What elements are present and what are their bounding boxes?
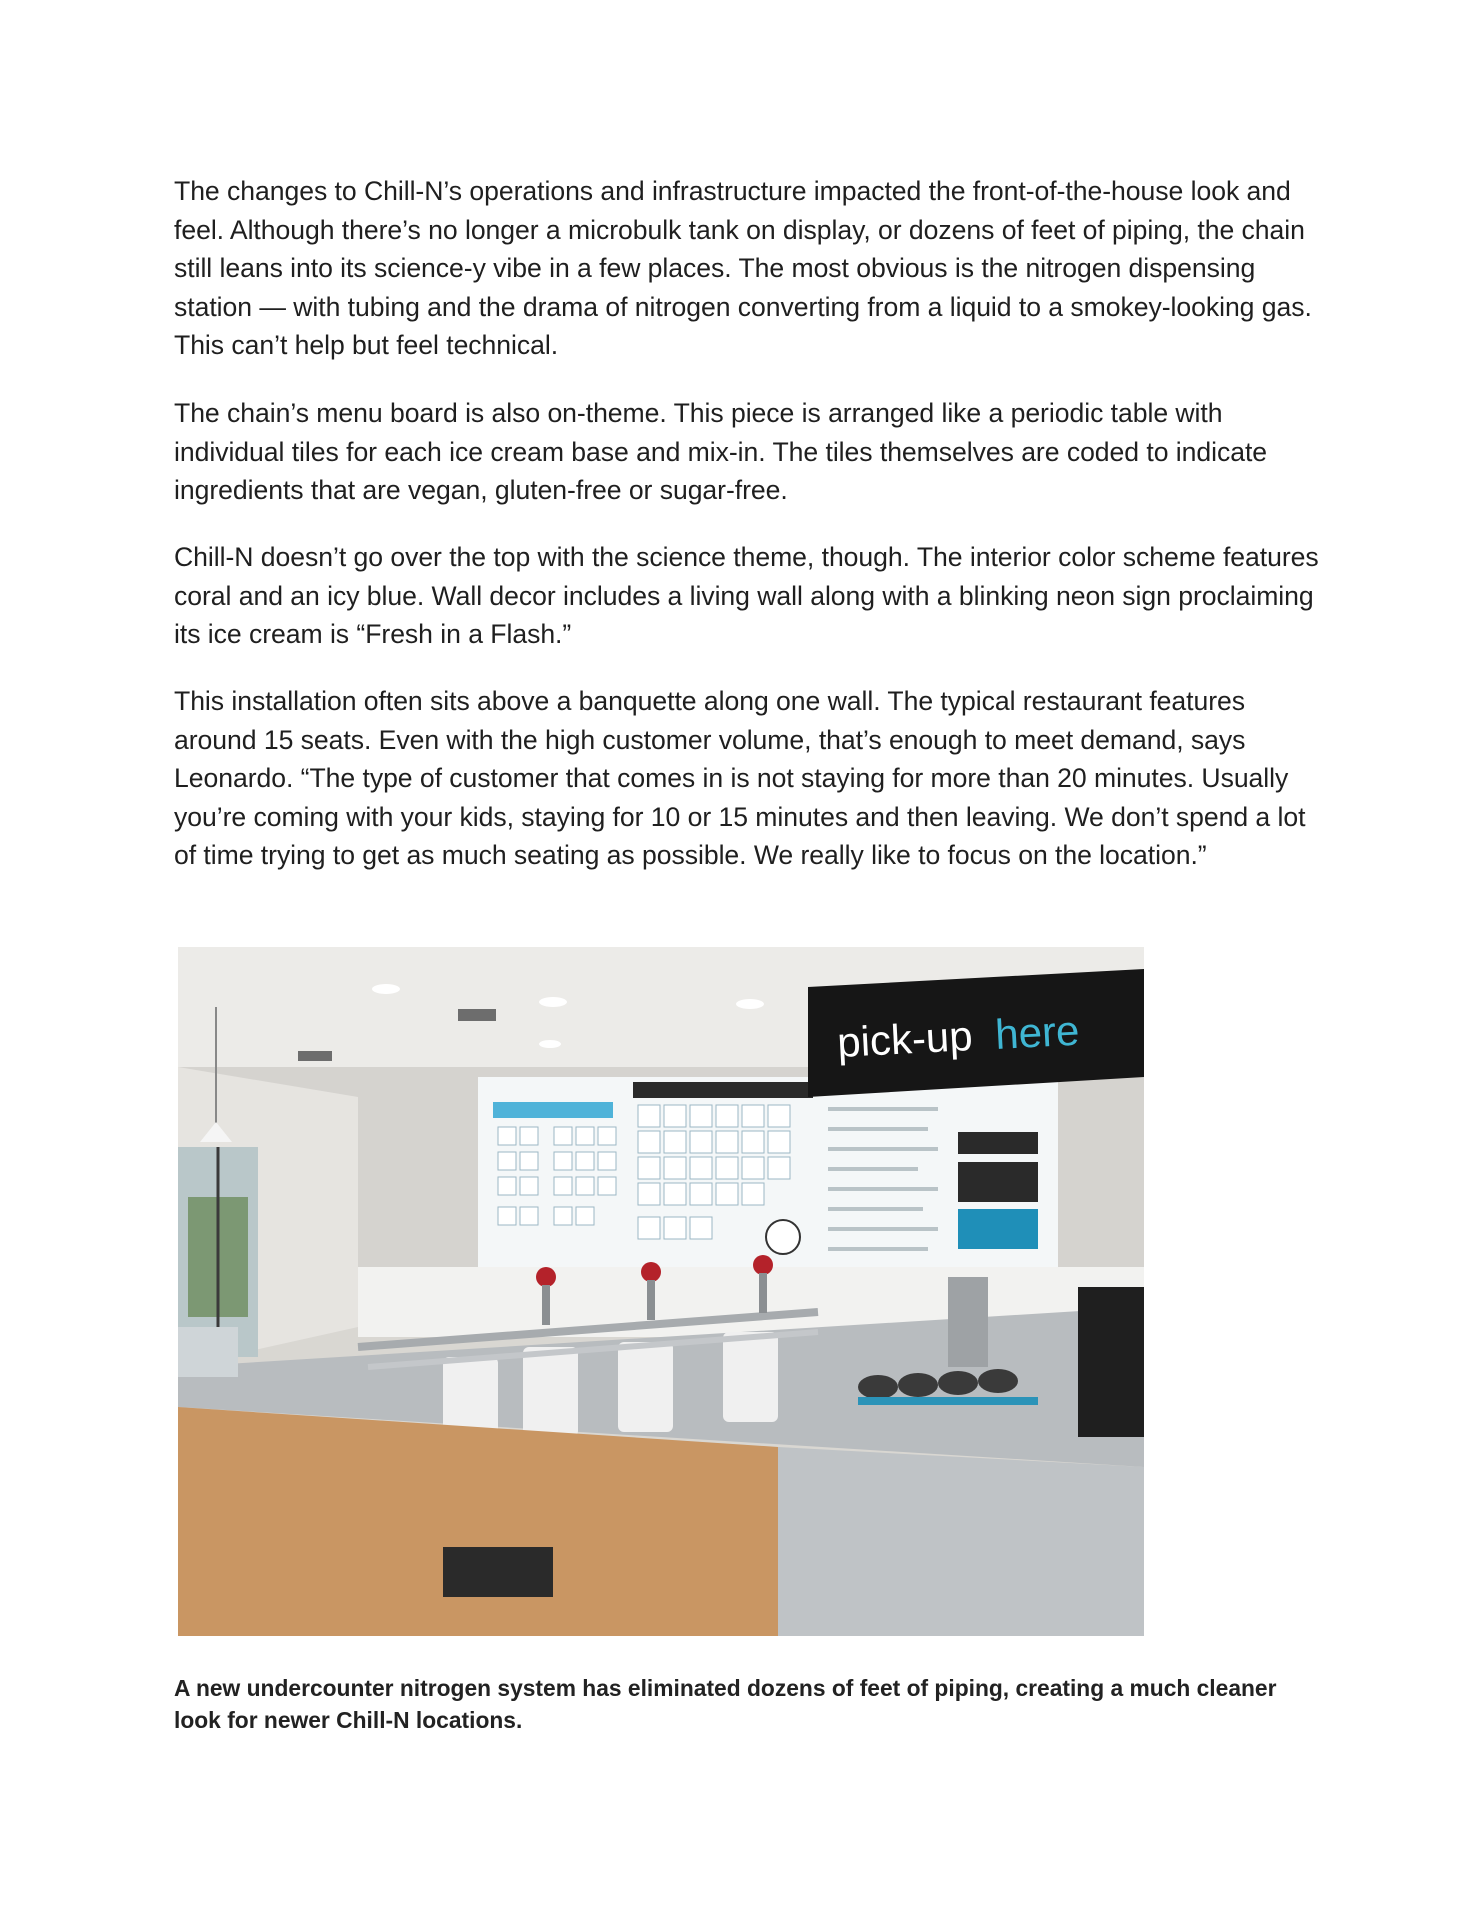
paragraph-1: The changes to Chill-N’s operations and infrastructure impacted the front-of-the-house look and feel. Although there’s no longer a microbulk tank on display, or dozens of feet of piping, the chain still leans into its science-y vibe in a few places. The most obvious is the nitrogen dispensing station — with tubing and the drama of nitrogen converting from a liquid to a smokey-looking gas. This can’t help but feel technical. <box>174 176 1312 360</box>
menu-panel <box>958 1209 1038 1249</box>
menu-header <box>633 1082 813 1098</box>
menu-header <box>493 1102 613 1118</box>
milkshake-mixer <box>948 1277 988 1367</box>
steel-counter <box>778 1447 1144 1636</box>
menu-logo-badge <box>766 1220 800 1254</box>
paragraph-2: The chain’s menu board is also on-theme. This piece is arranged like a periodic table with individual tiles for each ice cream base and mix-in. The tiles themselves are coded to indicate ingredients that are vegan, gluten-free or sugar-free. <box>174 398 1268 505</box>
air-vent <box>298 1051 332 1061</box>
paragraph-3: Chill-N doesn’t go over the top with the science theme, though. The interior color scheme features coral and an icy blue. Wall decor includes a living wall along with a blinking neon sign proclaiming its ice cream is “Fresh in a Flash.” <box>174 542 1319 649</box>
menu-panel <box>958 1162 1038 1202</box>
store-counter-photo <box>178 947 1144 1636</box>
ceiling-light <box>736 999 764 1009</box>
ceiling-light <box>539 1040 561 1048</box>
sign-word-here: here <box>994 1006 1081 1058</box>
paragraph-4: This installation often sits above a banquette along one wall. The typical restaurant features around 15 seats. Even with the high customer volume, that’s enough to meet demand, says Leonardo. “The type of customer that comes in is not staying for more than 20 minutes. Usually you’re coming with your kids, staying for 10 or 15 minutes and then leaving. We don’t spend a lot of time trying to get as much seating as possible. We really like to focus on the location.” <box>174 686 1306 870</box>
photo-caption: A new undercounter nitrogen system has eliminated dozens of feet of piping, creating a much cleaner look for newer Chill-N locations. <box>174 1675 1277 1733</box>
ceiling-light <box>539 997 567 1007</box>
bowl-rack <box>858 1397 1038 1405</box>
dispenser-machine <box>1078 1287 1144 1437</box>
air-vent <box>458 1009 496 1021</box>
menu-panel <box>958 1132 1038 1154</box>
sign-word-pickup: pick-up <box>836 1011 974 1066</box>
wood-counter-front <box>178 1407 778 1636</box>
ceiling-light <box>372 984 400 994</box>
counter-opening <box>443 1547 553 1597</box>
glass-case <box>178 1327 238 1377</box>
